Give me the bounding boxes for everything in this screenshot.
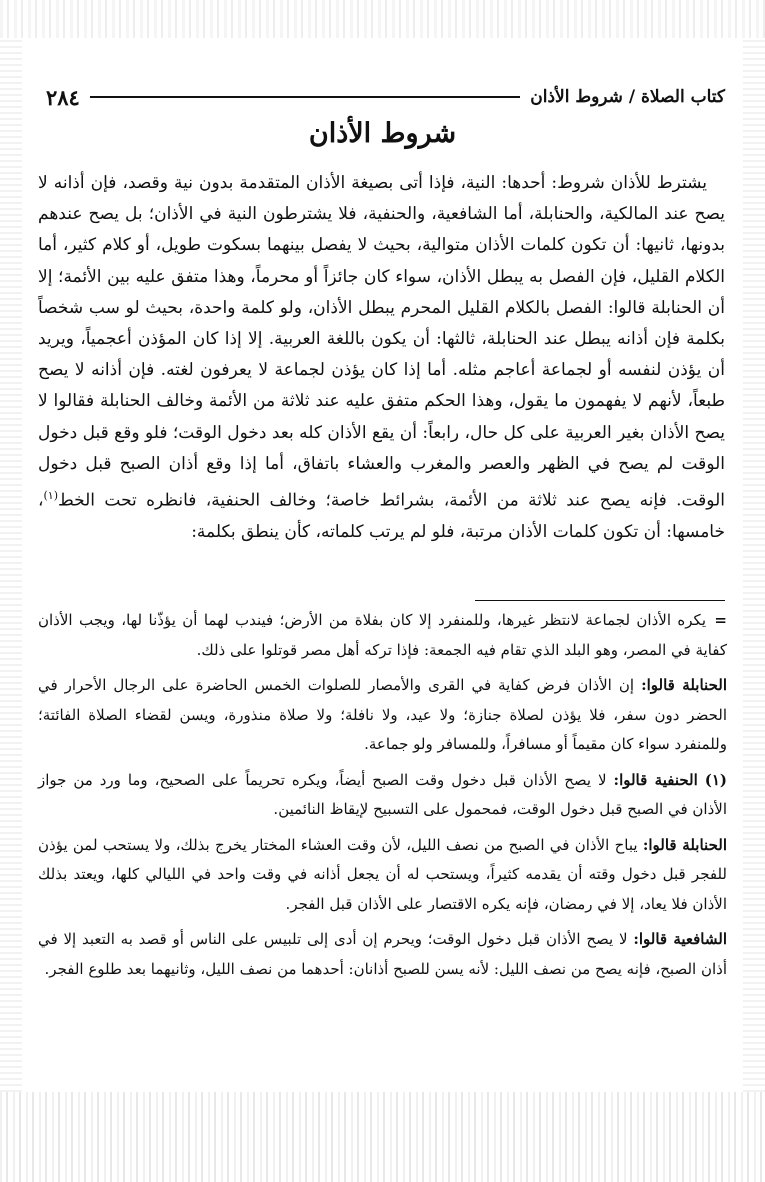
footnote-text: لا يصح الأذان قبل دخول الوقت؛ ويحرم إن أدى إلى تلبيس على الناس أو قصد به التعبد إلا في أذان الصبح، فإنه يصح من نصف الليل: لأنه يسن للصبح أذانان: أحدهما من نصف الليل، وثانيهما بعد طلوع الفجر.	[38, 930, 727, 978]
running-title: كتاب الصلاة / شروط الأذان	[530, 87, 725, 107]
page-header	[36, 80, 725, 114]
school-label-hanabila: الحنابلة قالوا:	[642, 835, 727, 854]
main-text-after-note: ، خامسها: أن تكون كلمات الأذان مرتبة، فلو لم يرتب كلماته، كأن ينطق بكلمة:	[38, 490, 725, 542]
school-label-shafiia: الشافعية قالوا:	[633, 930, 727, 948]
page-number: ٢٨٤	[46, 84, 80, 110]
footnote-number: (١)	[704, 770, 727, 789]
footnote-text: لا يصح الأذان قبل دخول وقت الصبح أيضاً، ويكره تحريماً على الصحيح، وما ورد من جواز الأذان في الصبح قبل دخول الوقت، فمحمول على التسبيح لإيقاظ النائمين.	[38, 770, 727, 818]
scan-left-edge	[0, 38, 22, 1092]
school-label-hanabila: الحنابلة قالوا:	[641, 676, 727, 694]
scan-right-edge	[743, 38, 765, 1092]
footnote-text: إن الأذان فرض كفاية في القرى والأمصار للصلوات الخمس الحاضرة على الرجال الأحرار في الحضر دون سفر، فلا يؤذن لصلاة جنازة؛ ولا عيد، ولا نافلة؛ ولا صلاة منذورة، ويسن لقضاء الصلاة الفائتة؛ وللمنفرد سواء كان مقيماً أو مسافراً، وللمسافر ولو جماعة.	[38, 676, 727, 753]
header-rule	[90, 96, 520, 98]
continuation-mark: =	[714, 611, 727, 629]
footnote-hanabila-1	[38, 671, 727, 760]
footnote-continuation	[38, 606, 727, 665]
footnote-hanafia	[38, 766, 727, 825]
main-paragraph	[38, 168, 725, 548]
main-body	[38, 168, 725, 548]
school-label-hanafia: الحنفية قالوا:	[613, 770, 698, 789]
scan-bottom-edge	[0, 1092, 765, 1182]
continuation-text: يكره الأذان لجماعة لانتظر غيرها، وللمنفرد إلا كان بفلاة من الأرض؛ فيندب لهما أن يؤذّنا لها، ويجب الأذان كفاية في المصر، وهو البلد الذي تقام فيه الجمعة: فإذا تركه أهل مصر قوتلوا على ذلك.	[38, 611, 727, 659]
footnote-text: يباح الأذان في الصبح من نصف الليل، لأن وقت العشاء المختار يخرج بذلك، ولا يستحب لمن يؤذن للفجر قبل دخول وقته أن يقدمه كثيراً، ويستحب له أن يجعل أذانه في وقت واحد في الليالي كلها، ويعتد بذلك الأذان فلا يعاد، إلا في رمضان، فإنه يكره الاقتصار على الأذان قبل الفجر.	[38, 835, 727, 913]
scan-top-edge	[0, 0, 765, 38]
main-text-before-note: يشترط للأذان شروط: أحدها: النية، فإذا أتى بصيغة الأذان المتقدمة بدون نية وقصد، فإن أذانه لا يصح عند المالكية، والحنابلة، أما الشافعية، والحنفية، فلا يشترطون النية في الأذان؛ بل يصح عندهم بدونها، ثانيها: أن تكون كلمات الأذان متوالية، بحيث لا يفصل بينهما بسكوت طويل، أو كلام كثير، أما الكلام القليل، فإن الفصل به يبطل الأذان، سواء كان جائزاً أو محرماً، وهذا متفق عليه بين الأئمة؛ إلا أن الحنابلة قالوا: الفصل بالكلام القليل المحرم يبطل الأذان، ولو كلمة واحدة، بحيث لو سب شخصاً بكلمة فإن أذانه يبطل عند الحنابلة، ثالثها: أن يكون باللغة العربية. إلا إذا كان المؤذن أعجمياً، ويريد أن يؤذن لنفسه أو لجماعة أعاجم مثله. أما إذا كان يؤذن لجماعة لا يعرفون لغته. فإن أذانه لا يصح طبعاً، لأنهم لا يفهمون ما يقول، وهذا الحكم متفق عليه عند ثلاثة من الأئمة وخالف الحنابلة فقالوا لا يصح الأذان بغير العربية على كل حال، رابعاً: أن يقع الأذان كله بعد دخول الوقت؛ فلو وقع قبل دخول الوقت لم يصح في الظهر والعصر والمغرب والعشاء باتفاق، أما إذا وقع أذان الصبح قبل دخول الوقت. فإنه يصح عند ثلاثة من الأئمة، بشرائط خاصة؛ وخالف الحنفية، فانظره تحت الخط	[38, 173, 725, 511]
footnotes	[38, 606, 727, 990]
footnote-separator	[475, 600, 725, 601]
footnote-shafiia	[38, 925, 727, 984]
footnote-hanabila-2	[38, 831, 727, 920]
chapter-title: شروط الأذان	[308, 118, 457, 149]
footnote-reference[interactable]: (١)	[43, 489, 59, 503]
